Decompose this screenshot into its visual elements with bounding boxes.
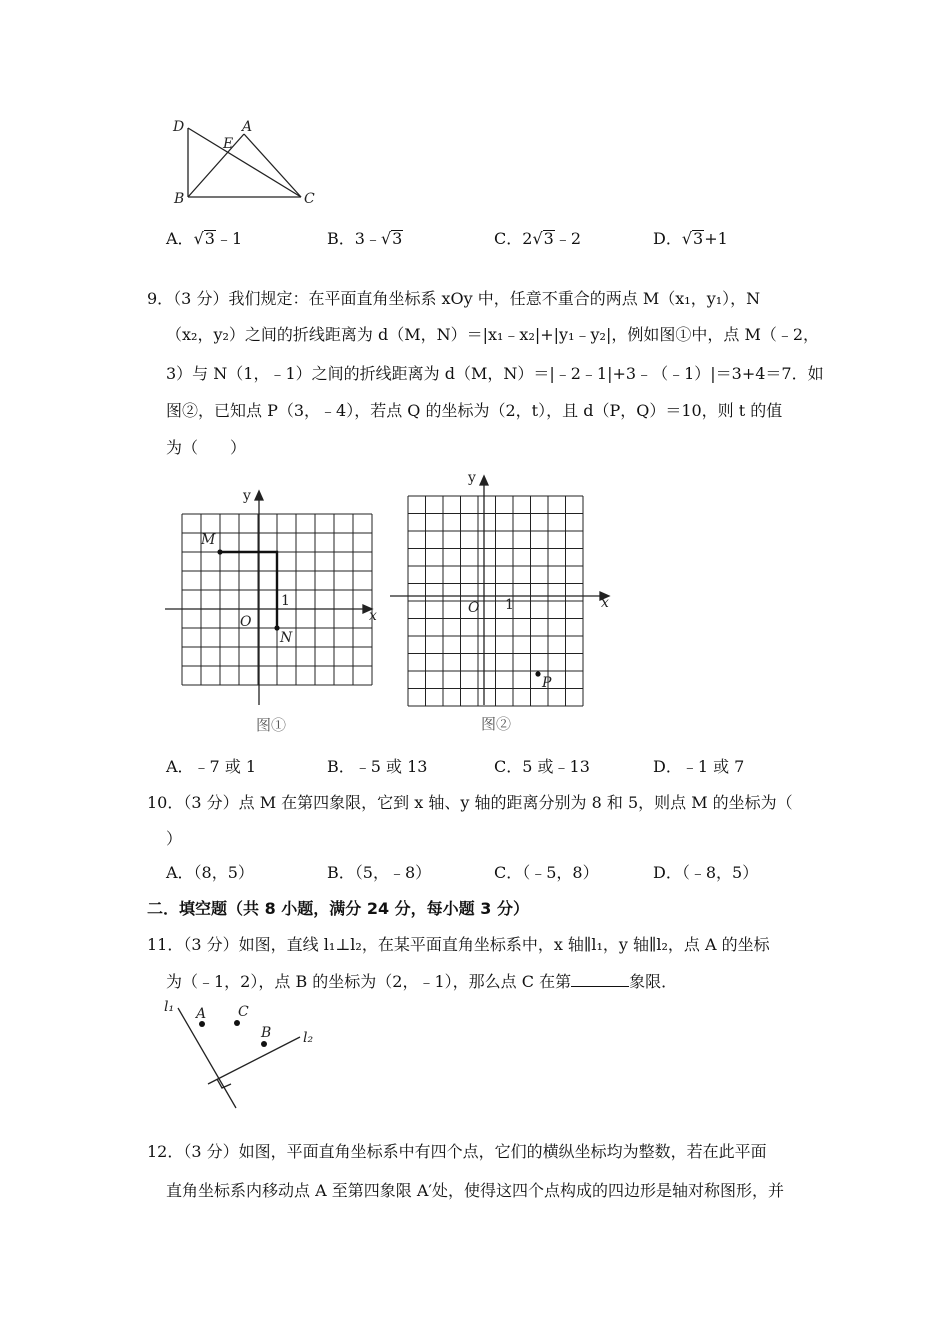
q8-option-a[interactable]: A．√3﹣1 <box>166 229 243 248</box>
q9-line-1: 9．（3 分）我们规定：在平面直角坐标系 xOy 中，任意不重合的两点 M（x₁，y₁），N <box>147 289 761 308</box>
q12-line-1: 12．（3 分）如图，平面直角坐标系中有四个点，它们的横纵坐标均为整数，若在此平面 <box>147 1142 767 1161</box>
fig1-x-label: x <box>369 608 377 624</box>
fig1-caption: 图① <box>256 716 287 734</box>
fig2-one-label: 1 <box>505 597 514 613</box>
fig2-x-label: x <box>601 595 609 611</box>
label-b: B <box>261 1025 272 1041</box>
fig1-n-label: N <box>280 630 293 646</box>
q10-option-d[interactable]: D．（﹣8，5） <box>653 863 759 882</box>
q10-option-a[interactable]: A．（8，5） <box>166 863 254 882</box>
q11-line-2: 为（﹣1，2），点 B 的坐标为（2，﹣1），那么点 C 在第 象限． <box>166 972 678 991</box>
q9-grid-figure-1 <box>160 480 390 740</box>
fig1-origin-label: O <box>240 614 252 630</box>
q11-lines-figure <box>160 998 335 1113</box>
q10-line-2: ） <box>166 829 183 848</box>
label-a: A <box>196 1006 207 1022</box>
q10-option-c[interactable]: C．（﹣5，8） <box>494 863 599 882</box>
q9-option-d[interactable]: D．﹣1 或 7 <box>653 757 745 776</box>
fig2-p-label: P <box>542 675 552 691</box>
label-a: A <box>242 119 253 135</box>
label-l1: l₁ <box>164 999 175 1015</box>
q11-answer-blank[interactable] <box>571 972 629 987</box>
fig1-m-label: M <box>201 532 216 548</box>
fig2-caption: 图② <box>481 715 512 733</box>
section-2-heading: 二．填空题（共 8 小题，满分 24 分，每小题 3 分） <box>147 899 529 918</box>
fig1-one-label: 1 <box>281 593 290 609</box>
label-d: D <box>173 119 185 135</box>
q9-line-2: （x₂，y₂）之间的折线距离为 d（M，N）＝|x₁﹣x₂|+|y₁﹣y₂|，例如图①中，点 M（﹣2， <box>166 325 820 344</box>
fig2-origin-label: O <box>468 600 480 616</box>
fig1-y-label: y <box>243 488 251 504</box>
label-e: E <box>223 136 234 152</box>
q9-option-a[interactable]: A．﹣7 或 1 <box>166 757 257 776</box>
q9-option-c[interactable]: C．5 或﹣13 <box>494 757 590 776</box>
q9-option-b[interactable]: B．﹣5 或 13 <box>327 757 428 776</box>
label-l2: l₂ <box>303 1030 314 1046</box>
q8-triangle-figure <box>168 115 328 210</box>
q11-line-1: 11．（3 分）如图，直线 l₁⊥l₂，在某平面直角坐标系中，x 轴∥l₁，y 轴∥l₂，点 A 的坐标 <box>147 935 770 954</box>
q8-option-c[interactable]: C．2√3﹣2 <box>494 229 582 248</box>
q9-line-3: 3）与 N（1，﹣1）之间的折线距离为 d（M，N）＝|﹣2﹣1|+3﹣（﹣1）|＝3+4＝7．如 <box>166 364 824 383</box>
q9-line-4: 图②，已知点 P（3，﹣4），若点 Q 的坐标为（2，t），且 d（P，Q）＝10，则 t 的值 <box>166 401 783 420</box>
q8-option-d[interactable]: D．√3+1 <box>653 229 728 248</box>
q9-grid-figure-2 <box>385 465 620 740</box>
q8-option-b[interactable]: B．3﹣√3 <box>327 229 403 248</box>
label-c: C <box>304 191 315 207</box>
q10-option-b[interactable]: B．（5，﹣8） <box>327 863 432 882</box>
q10-line-1: 10．（3 分）点 M 在第四象限，它到 x 轴、y 轴的距离分别为 8 和 5，则点 M 的坐标为（ <box>147 793 793 812</box>
q12-line-2: 直角坐标系内移动点 A 至第四象限 A′处，使得这四个点构成的四边形是轴对称图形，并 <box>166 1181 785 1200</box>
fig2-y-label: y <box>468 470 476 486</box>
label-b: B <box>174 191 185 207</box>
label-c: C <box>238 1004 249 1020</box>
q9-line-5: 为（ ） <box>166 438 247 457</box>
